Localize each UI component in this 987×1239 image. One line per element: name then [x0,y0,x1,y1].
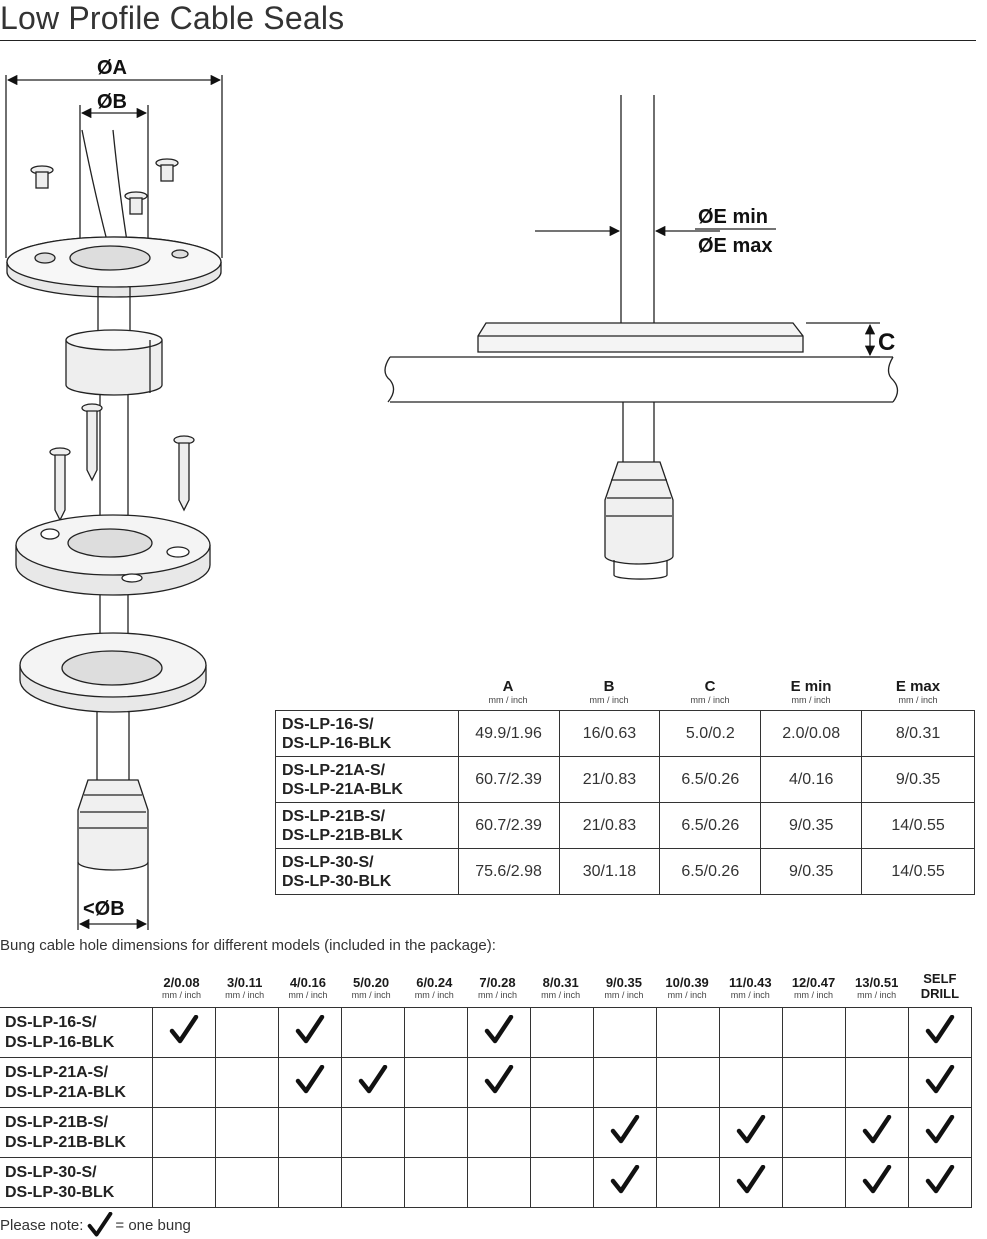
bung-unit-label: mm / inch [730,990,770,1000]
value-cell: 9/0.35 [761,803,862,849]
dims-unit-label: mm / inch [488,695,528,705]
bung-cell [405,1058,468,1108]
bung-unit-label: mm / inch [667,990,707,1000]
model-line: DS-LP-21B-S/ [282,807,386,825]
bung-cell [405,1008,468,1058]
bung-col-label: 10/0.39 [665,975,709,990]
bung-col-header [719,975,782,1000]
bung-cell [783,1058,846,1108]
check-icon [862,1165,892,1195]
check-icon [862,1115,892,1145]
bung-col-label: 8/0.31 [542,975,579,990]
value-cell: 5.0/0.2 [660,711,761,757]
bung-col-header [529,975,592,1000]
bung-cell [531,1158,594,1208]
bung-cell [846,1008,909,1058]
bung-col-header [466,975,529,1000]
bung-col-label: 5/0.20 [353,975,390,990]
value-cell: 2.0/0.08 [761,711,862,757]
model-line: DS-LP-21B-BLK [282,826,403,844]
dims-col-label: E min [790,678,832,695]
dims-col-label: C [704,678,716,695]
check-icon [169,1015,199,1045]
value-cell: 16/0.63 [559,711,660,757]
table-row [276,757,975,803]
value-cell: 30/1.18 [559,849,660,895]
bung-unit-label: mm / inch [414,990,454,1000]
bung-cell [783,1158,846,1208]
bung-cell [909,1108,972,1158]
bung-col-label: 12/0.47 [791,975,836,990]
value-cell: 60.7/2.39 [458,757,559,803]
model-line: DS-LP-16-S/ [282,715,374,733]
check-icon [484,1065,514,1095]
value-cell: 9/0.35 [761,849,862,895]
bung-cell [405,1108,468,1158]
table-row [276,803,975,849]
side-view-drawing [385,95,898,579]
model-cell [276,849,459,895]
dims-unit-label: mm / inch [589,695,629,705]
bung-col-header [782,975,845,1000]
value-cell: 8/0.31 [862,711,975,757]
model-line: DS-LP-30-S/ [5,1163,97,1181]
bung-col-header [656,975,719,1000]
bung-cell [216,1008,279,1058]
self-drill-line: DRILL [920,986,960,1001]
bung-col-label: 6/0.24 [416,975,453,990]
e-max-label: ØE max [698,235,773,257]
value-cell: 60.7/2.39 [458,803,559,849]
table-row [0,1058,972,1108]
bung-cell [909,1058,972,1108]
dims-unit-label: mm / inch [791,695,831,705]
dims-header-e-min [761,678,861,705]
dims-unit-label: mm / inch [898,695,938,705]
model-cell [0,1008,153,1058]
bung-cell [216,1158,279,1208]
dims-header-c [660,678,760,705]
bung-cell [657,1158,720,1208]
bung-unit-label: mm / inch [225,990,265,1000]
bung-cell [846,1058,909,1108]
bung-cell [468,1058,531,1108]
value-cell: 75.6/2.98 [458,849,559,895]
value-cell: 6.5/0.26 [660,849,761,895]
bung-cell [279,1158,342,1208]
model-cell [276,711,459,757]
bung-table-caption: Bung cable hole dimensions for different models (included in the package): [0,937,496,954]
check-icon [87,1212,113,1238]
dims-header-e-max [862,678,974,705]
bung-cell [279,1008,342,1058]
bung-cell [594,1158,657,1208]
legend-note [0,1212,191,1238]
value-cell: 4/0.16 [761,757,862,803]
dims-col-label: E max [895,678,941,695]
bung-col-header [213,975,276,1000]
model-line: DS-LP-16-BLK [282,734,392,752]
model-line: DS-LP-30-BLK [5,1183,115,1201]
table-row [0,1158,972,1208]
bung-col-header [340,975,403,1000]
bung-cell [216,1108,279,1158]
bung-cell [405,1158,468,1208]
value-cell: 14/0.55 [862,803,975,849]
bung-unit-label: mm / inch [288,990,328,1000]
bung-cell [594,1108,657,1158]
dia-b-min-label: <ØB [83,898,125,920]
check-icon [925,1115,955,1145]
value-cell: 21/0.83 [559,757,660,803]
bung-col-label: 9/0.35 [605,975,642,990]
bung-cell [342,1158,405,1208]
model-line: DS-LP-21B-S/ [5,1113,109,1131]
bung-cell [153,1008,216,1058]
model-cell [0,1058,153,1108]
model-line: DS-LP-16-S/ [5,1013,97,1031]
bung-unit-label: mm / inch [477,990,517,1000]
bung-cell [657,1008,720,1058]
bung-table [0,1007,972,1208]
model-line: DS-LP-21B-BLK [5,1133,126,1151]
bung-cell [153,1058,216,1108]
table-row [276,849,975,895]
check-icon [295,1015,325,1045]
table-row [0,1108,972,1158]
bung-col-header-self-drill [908,971,971,1001]
model-line: DS-LP-21A-S/ [5,1063,109,1081]
check-icon [736,1115,766,1145]
check-icon [925,1165,955,1195]
bung-cell [720,1058,783,1108]
model-cell [276,803,459,849]
model-line: DS-LP-30-S/ [282,853,374,871]
bung-cell [783,1108,846,1158]
check-icon [358,1065,388,1095]
self-drill-line: SELF [923,971,957,986]
bung-cell [342,1058,405,1108]
bung-cell [657,1108,720,1158]
bung-col-label: 2/0.08 [163,975,200,990]
bung-cell [153,1108,216,1158]
bung-unit-label: mm / inch [161,990,201,1000]
bung-cell [657,1058,720,1108]
model-cell [0,1108,153,1158]
bung-cell [720,1008,783,1058]
dia-b-label: ØB [97,91,127,113]
bung-col-header [276,975,339,1000]
table-row [0,1008,972,1058]
check-icon [925,1015,955,1045]
dims-col-label: B [603,678,615,695]
note-suffix: = one bung [115,1216,191,1234]
bung-cell [846,1108,909,1158]
bung-cell [846,1158,909,1208]
bung-cell [342,1008,405,1058]
bung-col-header [592,975,655,1000]
bung-cell [909,1158,972,1208]
bung-cell [342,1108,405,1158]
model-line: DS-LP-16-BLK [5,1033,115,1051]
bung-cell [153,1158,216,1208]
check-icon [925,1065,955,1095]
value-cell: 6.5/0.26 [660,757,761,803]
bung-cell [468,1158,531,1208]
check-icon [610,1115,640,1145]
bung-col-header [845,975,908,1000]
bung-cell [216,1058,279,1108]
value-cell: 21/0.83 [559,803,660,849]
note-prefix: Please note: [0,1216,84,1234]
bung-cell [594,1058,657,1108]
check-icon [736,1165,766,1195]
check-icon [610,1165,640,1195]
model-line: DS-LP-21A-BLK [5,1083,126,1101]
value-cell: 6.5/0.26 [660,803,761,849]
bung-cell [531,1058,594,1108]
dims-header-b [559,678,659,705]
check-icon [484,1015,514,1045]
bung-cell [468,1008,531,1058]
bung-col-label: 13/0.51 [855,975,899,990]
bung-cell [783,1008,846,1058]
bung-col-label: 7/0.28 [479,975,516,990]
value-cell: 9/0.35 [862,757,975,803]
e-min-label: ØE min [698,206,769,228]
bung-col-header [403,975,466,1000]
dims-header-a [458,678,558,705]
bung-cell [279,1058,342,1108]
bung-cell [531,1008,594,1058]
bung-cell [279,1108,342,1158]
model-line: DS-LP-21A-BLK [282,780,403,798]
bung-unit-label: mm / inch [793,990,833,1000]
bung-col-label: 4/0.16 [289,975,326,990]
model-cell [0,1158,153,1208]
bung-col-label: 3/0.11 [226,975,263,990]
model-cell [276,757,459,803]
dia-a-label: ØA [97,57,127,79]
check-icon [295,1065,325,1095]
bung-cell [909,1008,972,1058]
bung-col-label: 11/0.43 [728,975,772,990]
bung-cell [468,1108,531,1158]
bung-col-header [150,975,213,1000]
bung-cell [720,1108,783,1158]
page-title: Low Profile Cable Seals [0,0,345,36]
value-cell: 14/0.55 [862,849,975,895]
dimensions-table [275,710,975,895]
bung-unit-label: mm / inch [857,990,897,1000]
model-line: DS-LP-30-BLK [282,872,392,890]
c-label: C [878,329,896,356]
bung-cell [594,1008,657,1058]
value-cell: 49.9/1.96 [458,711,559,757]
bung-unit-label: mm / inch [604,990,644,1000]
bung-cell [531,1108,594,1158]
table-row [276,711,975,757]
bung-unit-label: mm / inch [351,990,391,1000]
model-line: DS-LP-21A-S/ [282,761,386,779]
dims-col-label: A [502,678,514,695]
dims-unit-label: mm / inch [690,695,730,705]
bung-unit-label: mm / inch [541,990,581,1000]
bung-cell [720,1158,783,1208]
